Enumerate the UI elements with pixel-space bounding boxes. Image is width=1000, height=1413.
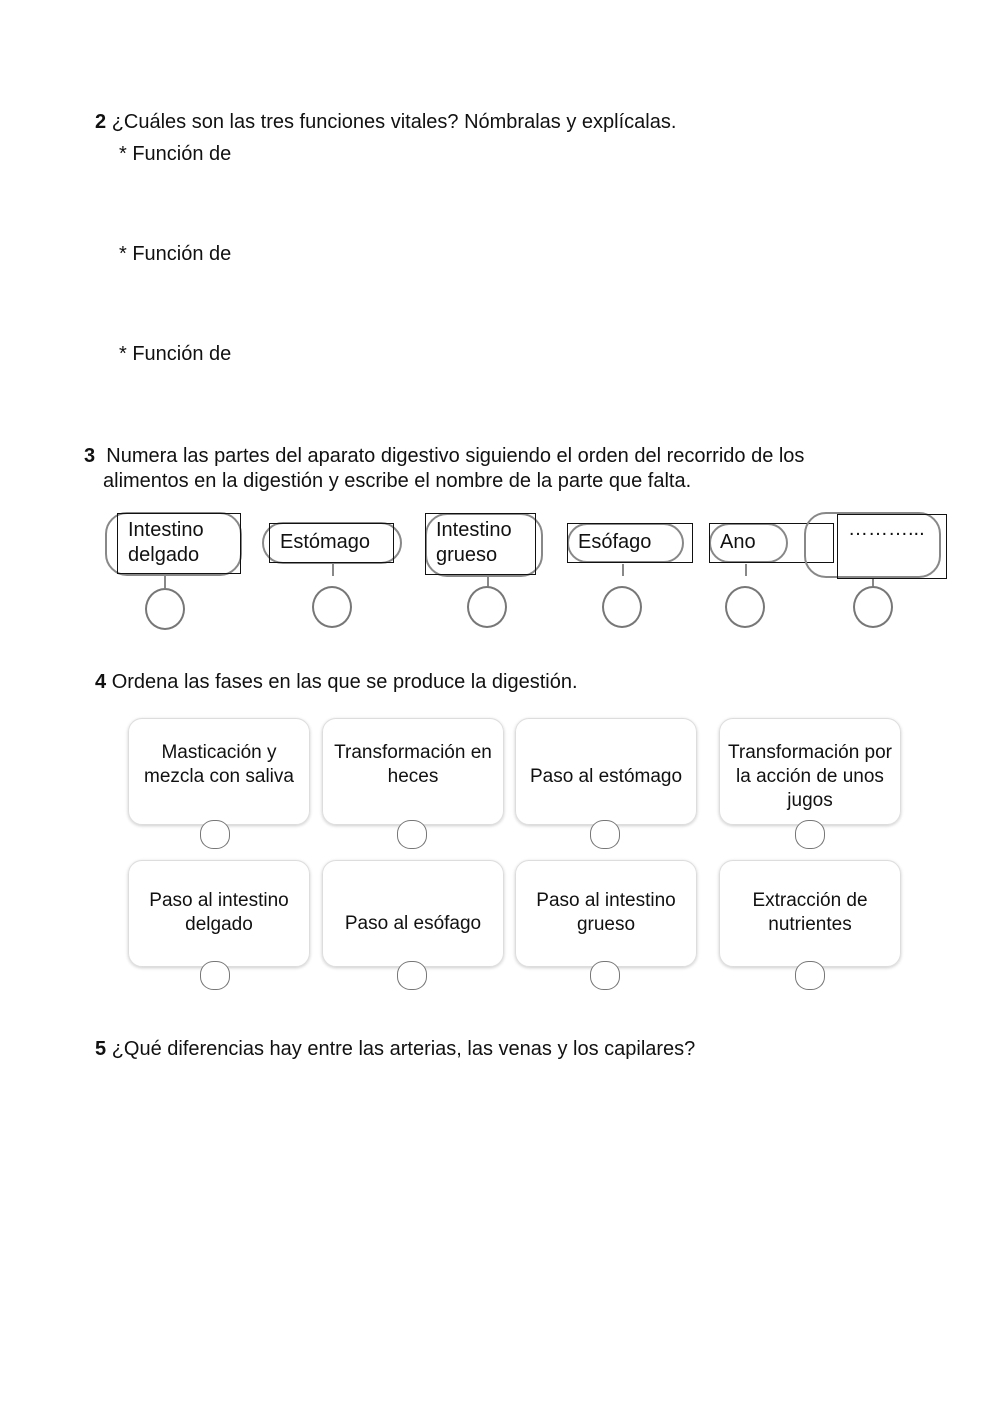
number-circle-1[interactable]: [145, 588, 185, 630]
function-line-3[interactable]: * Función de: [119, 343, 232, 365]
phase-card: Paso al intestino grueso: [515, 860, 697, 967]
question-3-line2: alimentos en la digestión y escribe el nombre de la parte que falta.: [103, 470, 692, 492]
number-circle-2[interactable]: [312, 586, 352, 628]
order-input-1[interactable]: [200, 820, 230, 849]
number-circle-6[interactable]: [853, 586, 893, 628]
question-5: 5 ¿Qué diferencias hay entre las arterias, las venas y los capilares?: [95, 1038, 696, 1060]
order-input-3[interactable]: [590, 820, 620, 849]
question-4: 4 Ordena las fases en las que se produce la digestión.: [95, 671, 578, 693]
part-estomago: Estómago: [269, 523, 394, 563]
number-circle-3[interactable]: [467, 586, 507, 628]
number-circle-4[interactable]: [602, 586, 642, 628]
number-circle-5[interactable]: [725, 586, 765, 628]
order-input-2[interactable]: [397, 820, 427, 849]
order-input-8[interactable]: [795, 961, 825, 990]
phase-card: Masticación y mezcla con saliva: [128, 718, 310, 825]
phase-card: Transformación por la acción de unos jugos: [719, 718, 901, 825]
question-2: 2 ¿Cuáles son las tres funciones vitales? Nómbralas y explícalas.: [95, 111, 677, 133]
part-intestino-grueso: Intestino grueso: [425, 513, 536, 575]
missing-part-input[interactable]: ………...: [837, 514, 947, 579]
function-line-2[interactable]: * Función de: [119, 243, 232, 265]
phase-card: Transformación en heces: [322, 718, 504, 825]
phase-card: Paso al esófago: [322, 860, 504, 967]
phase-card: Paso al estómago: [515, 718, 697, 825]
order-input-6[interactable]: [397, 961, 427, 990]
order-input-5[interactable]: [200, 961, 230, 990]
question-3: 3 Numera las partes del aparato digestivo siguiendo el orden del recorrido de los: [84, 445, 805, 467]
function-line-1[interactable]: * Función de: [119, 143, 232, 165]
part-intestino-delgado: Intestino delgado: [117, 513, 241, 574]
order-input-7[interactable]: [590, 961, 620, 990]
part-ano: Ano: [709, 523, 834, 563]
phase-card: Paso al intestino delgado: [128, 860, 310, 967]
part-esofago: Esófago: [567, 523, 693, 563]
phase-card: Extracción de nutrientes: [719, 860, 901, 967]
order-input-4[interactable]: [795, 820, 825, 849]
